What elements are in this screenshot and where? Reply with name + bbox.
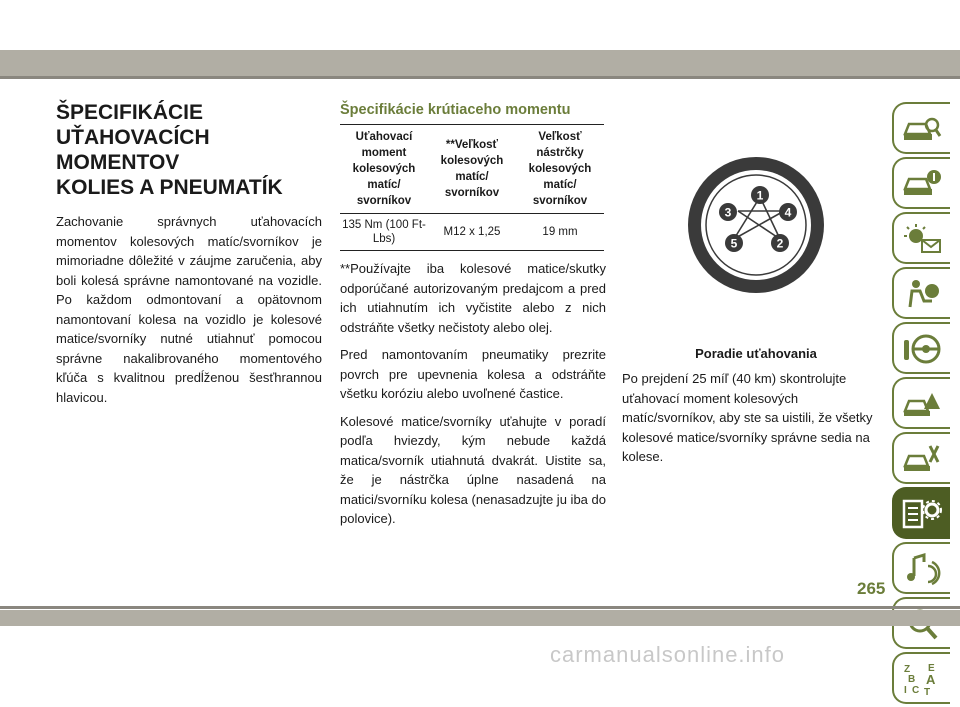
tab-steering-wheel[interactable]: [892, 322, 950, 374]
title-line-2: UŤAHOVACÍCH MOMENTOV: [56, 126, 210, 174]
svg-text:C: C: [912, 685, 920, 696]
svg-text:E: E: [928, 663, 935, 674]
tab-specifications[interactable]: [892, 487, 950, 539]
cell-torque: 135 Nm (100 Ft-Lbs): [340, 214, 428, 251]
lug-nut-2: [771, 234, 789, 252]
airbag-icon: [902, 277, 942, 311]
torque-heading: Špecifikácie krútiaceho momentu: [340, 102, 571, 118]
header-size: **Veľkosť kolesových matíc/ svorníkov: [428, 125, 516, 214]
tab-warning-lights[interactable]: [892, 212, 950, 264]
torque-table: [340, 124, 604, 251]
tab-car-repair[interactable]: [892, 432, 950, 484]
torque-paragraph-1: Pred namontovaním pneumatiky prezrite povrch pre upevnenia kolesa a odstráňte všetku koróziu alebo uvoľnené častice.: [340, 347, 606, 401]
svg-text:Z: Z: [904, 664, 911, 675]
figure-paragraph: Po prejdení 25 míľ (40 km) skontrolujte uťahovací moment kolesových matíc/svorníkov, aby ste sa uistili, že všetky kolesové matice/svorníky správne sedia na kolese.: [622, 371, 873, 464]
lug-nut-3: [719, 203, 737, 221]
tab-index[interactable]: [892, 652, 950, 704]
specs-gear-icon: [902, 497, 942, 531]
multimedia-icon: [902, 552, 942, 586]
title-line-1: ŠPECIFIKÁCIE: [56, 101, 204, 124]
svg-text:3: 3: [724, 205, 732, 220]
car-search-icon: [902, 112, 942, 146]
tightening-sequence-figure: [622, 102, 890, 342]
lug-nut-1: [751, 186, 769, 204]
lug-nut-5: [725, 234, 743, 252]
svg-text:2: 2: [776, 236, 784, 251]
torque-note: **Používajte iba kolesové matice/skutky odporúčané autorizovaným predajcom a pred ich utiahnutím ich vyčistite alebo z nich odstráňte všetky nečistoty alebo olej.: [340, 261, 606, 335]
car-info-icon: [902, 167, 942, 201]
footer-band-edge: [0, 606, 960, 609]
warning-lights-icon: [902, 222, 942, 256]
watermark: carmanualsonline.info: [550, 642, 786, 667]
steering-wheel-icon: [902, 332, 942, 366]
column-left: [56, 100, 322, 407]
svg-text:T: T: [924, 687, 931, 696]
index-letters-icon: [902, 662, 942, 696]
figure-caption: Poradie uťahovania: [695, 346, 817, 361]
tab-car-search[interactable]: [892, 102, 950, 154]
tab-airbag[interactable]: [892, 267, 950, 319]
header-socket: Veľkosť nástrčky kolesových matíc/ svorníkov: [516, 125, 604, 214]
footer-band: [0, 610, 960, 626]
tire-diagram: [622, 102, 890, 342]
intro-paragraph: Zachovanie správnych uťahovacích momentov kolesových matíc/svorníkov je mimoriadne dôležité v záujme zaručenia, aby boli kolesá správne namontované na vozidle. Po každom odmontovaní a opätovnom namontovaní kolesa na vozidlo je kolesové matice/svorníky nutné utiahnuť pomocou správne nakalibrovaného momentového kľúča s kvalitnou predĺženou šesťhrannou hlavicou.: [56, 214, 322, 405]
tire-rim: [701, 170, 811, 280]
cell-size: M12 x 1,25: [428, 214, 516, 251]
table-header-row: [340, 125, 604, 214]
column-middle: [340, 102, 606, 529]
cell-socket: 19 mm: [516, 214, 604, 251]
header-band: [0, 50, 960, 76]
title-line-3: KOLIES A PNEUMATÍK: [56, 176, 283, 199]
svg-text:A: A: [926, 672, 936, 687]
car-repair-icon: [902, 442, 942, 476]
torque-paragraph-2: Kolesové matice/svorníky uťahujte v poradí podľa hviezdy, kým nebude každá matica/svorník utiahnutá dvakrát. Uistite sa, že je nástrčka úplne nasadená na matici/svorníku kolesa (nenasadzujte ju iba do polovice).: [340, 413, 606, 526]
svg-text:B: B: [908, 674, 916, 685]
svg-text:5: 5: [730, 236, 738, 251]
column-right: [622, 102, 890, 467]
tab-car-hazard[interactable]: [892, 377, 950, 429]
table-row: [340, 214, 604, 251]
header-torque: Uťahovací moment kolesových matíc/ svorníkov: [340, 125, 428, 214]
header-band-edge: [0, 76, 960, 79]
svg-text:4: 4: [784, 205, 792, 220]
section-title: [56, 100, 322, 200]
page-number: 265: [857, 579, 886, 598]
svg-text:I: I: [904, 685, 907, 696]
svg-text:1: 1: [756, 188, 764, 203]
tab-multimedia[interactable]: [892, 542, 950, 594]
tab-car-info[interactable]: [892, 157, 950, 209]
lug-nut-4: [779, 203, 797, 221]
car-hazard-icon: [902, 387, 942, 421]
